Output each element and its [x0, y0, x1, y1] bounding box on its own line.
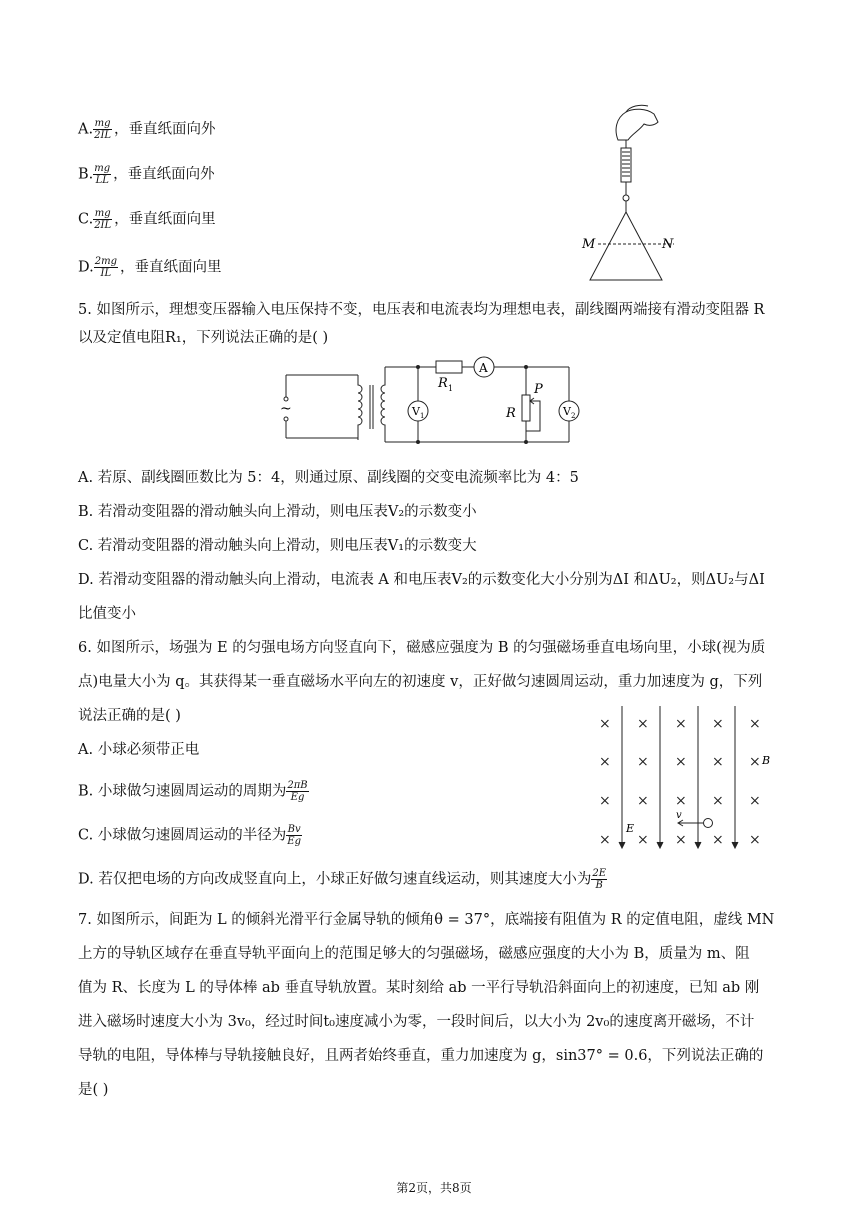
em-field-figure [590, 700, 790, 855]
svg-text:R: R [506, 406, 516, 421]
field-cross-mark: × [599, 793, 611, 809]
q7-stem-line2: 上方的导轨区域存在垂直导轨平面向上的范围足够大的匀强磁场，磁感应强度的大小为 B，质量为 m、阻 [78, 946, 750, 962]
field-cross-mark: × [712, 793, 724, 809]
q6-stem-line1: 6. 如图所示，场强为 E 的匀强电场方向竖直向下，磁感应强度为 B 的匀强磁场垂直电场向里，小球(视为质 [78, 640, 766, 656]
field-cross-mark: × [675, 754, 687, 770]
field-cross-mark: × [675, 793, 687, 809]
svg-text:1: 1 [448, 384, 454, 393]
hand-icon [616, 109, 658, 140]
q5-option-d: D. 若滑动变阻器的滑动触头向上滑动，电流表 A 和电压表V₂的示数变化大小分别为ΔI 和ΔU₂，则ΔU₂与ΔI [78, 572, 765, 588]
spring-balance-figure [570, 100, 680, 290]
field-cross-mark: × [749, 754, 761, 770]
svg-text:v: v [676, 810, 682, 821]
q4-option-c: C. $\frac{mg}{2IL}$ ，垂直纸面向里 [78, 208, 216, 231]
field-cross-mark: × [749, 832, 761, 848]
q6-option-a: A. 小球必须带正电 [78, 742, 200, 758]
triangle-frame [590, 212, 662, 280]
label-n: N [662, 237, 674, 252]
svg-text:A: A [479, 361, 488, 375]
field-cross-mark: × [599, 754, 611, 770]
field-cross-mark: × [637, 754, 649, 770]
charged-ball [704, 819, 713, 828]
q5-option-c: C. 若滑动变阻器的滑动触头向上滑动，则电压表V₁的示数变大 [78, 538, 477, 554]
q7-stem-line1: 7. 如图所示，间距为 L 的倾斜光滑平行金属导轨的倾角θ = 37°，底端接有阻值为 R 的定值电阻，虚线 MN [78, 912, 775, 928]
field-cross-mark: × [675, 832, 687, 848]
field-cross-mark: × [749, 793, 761, 809]
q5-stem-line1: 5. 如图所示，理想变压器输入电压保持不变，电压表和电流表均为理想电表，副线圈两端接有滑动变阻器 R [78, 302, 765, 318]
q5-option-a: A. 若原、副线圈匝数比为 5：4，则通过原、副线圈的交变电流频率比为 4：5 [78, 470, 579, 486]
svg-text:P: P [534, 382, 543, 397]
q6-option-c: C. 小球做匀速圆周运动的半径为 $\frac{Bv}{Eg}$ [78, 824, 301, 847]
svg-text:E: E [626, 822, 635, 835]
q6-option-d: D. 若仅把电场的方向改成竖直向上，小球正好做匀速直线运动，则其速度大小为 $\frac{2E}{B}$ [78, 868, 606, 891]
q7-stem-line6: 是( ) [78, 1082, 109, 1098]
svg-text:R: R [438, 376, 448, 391]
field-cross-mark: × [712, 754, 724, 770]
resistor-r1 [436, 361, 462, 373]
q7-stem-line4: 进入磁场时速度大小为 3v₀，经过时间t₀速度减小为零，一段时间后，以大小为 2v₀的速度离开磁场，不计 [78, 1014, 755, 1030]
rheostat-r [522, 395, 530, 421]
svg-text:V: V [563, 405, 571, 418]
q6-option-b: B. 小球做匀速圆周运动的周期为 $\frac{2\pi B}{Eg}$ [78, 780, 308, 803]
field-cross-mark: × [637, 716, 649, 732]
svg-text:B: B [762, 754, 771, 767]
field-cross-mark: × [749, 716, 761, 732]
svg-text:V: V [412, 405, 420, 418]
q5-stem-line2: 以及定值电阻R₁，下列说法正确的是( ) [78, 330, 329, 346]
q7-stem-line5: 导轨的电阻，导体棒与导轨接触良好，且两者始终垂直，重力加速度为 g，sin37° = 0.6，下列说法正确的 [78, 1048, 764, 1064]
transformer-circuit [278, 355, 588, 455]
field-cross-mark: × [637, 832, 649, 848]
q5-option-d-cont: 比值变小 [78, 606, 136, 622]
q5-option-b: B. 若滑动变阻器的滑动触头向上滑动，则电压表V₂的示数变小 [78, 504, 477, 520]
q7-stem-line3: 值为 R、长度为 L 的导体棒 ab 垂直导轨放置。某时刻给 ab 一平行导轨沿斜面向上的初速度，已知 ab 刚 [78, 980, 760, 996]
svg-text:2: 2 [571, 412, 576, 420]
page-footer: 第2页，共8页 [396, 1181, 472, 1195]
q4-option-b: B. $\frac{mg}{LL}$ ，垂直纸面向外 [78, 163, 215, 186]
ac-source-symbol: ~ [280, 401, 292, 417]
q4-option-a: A. $\frac{mg}{2IL}$ ，垂直纸面向外 [78, 118, 216, 141]
field-cross-mark: × [599, 716, 611, 732]
q6-stem-line2: 点)电量大小为 q。其获得某一垂直磁场水平向左的初速度 v，正好做匀速圆周运动，重力加速度为 g，下列 [78, 674, 763, 690]
field-cross-mark: × [599, 832, 611, 848]
q4-option-d: D. $\frac{2mg}{IL}$ ，垂直纸面向里 [78, 256, 222, 279]
q6-stem-line3: 说法正确的是( ) [78, 708, 181, 724]
field-cross-mark: × [637, 793, 649, 809]
field-cross-mark: × [712, 716, 724, 732]
field-cross-mark: × [675, 716, 687, 732]
field-cross-mark: × [712, 832, 724, 848]
label-m: M [582, 237, 596, 252]
svg-text:1: 1 [420, 412, 425, 420]
